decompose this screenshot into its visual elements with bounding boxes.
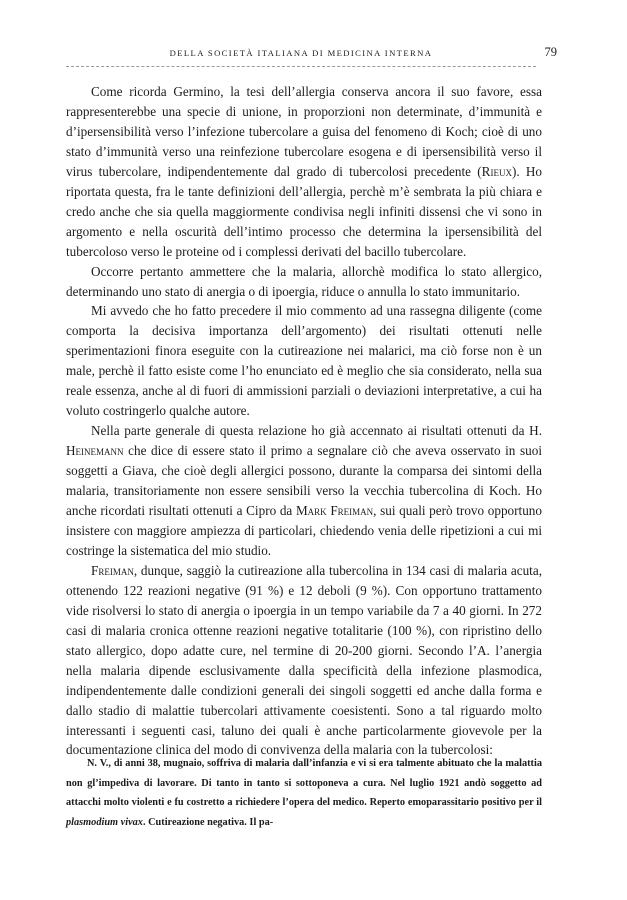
paragraph-text: che dice di essere stato il primo a segnalare ciò che aveva osservato in suoi soggetti a Giava, che cioè degli allergici possono, durante la comparsa dei sintomi della malaria, transitoriamente non essere sensibili verso la vecchia tubercolina di Koch. Ho anche ricordati risultati ottenuti a Cipro da <box>66 443 542 519</box>
running-head: DELLA SOCIETÀ ITALIANA DI MEDICINA INTERNA <box>169 48 433 58</box>
author-name: Heinemann <box>66 443 124 459</box>
paragraph-commentary: Mi avvedo che ho fatto precedere il mio commento ad una rassegna diligente (come comporta la decisiva importanza dell’argomento) dei risultati ottenuti nelle sperimentazioni finora eseguite con la cutireazione nei malarici, ma ciò forse non è un male, perchè il fatto esiste come l’ho enunciato ed è meglio che sia considerato, nella sua reale essenza, anche al di fuori di ammissioni parziali o deviazioni interpretative, a cui ha voluto costringerlo qualche autore. <box>66 303 542 419</box>
case-note <box>66 754 542 832</box>
main-text <box>66 82 542 760</box>
paragraph-freiman-study <box>66 561 542 761</box>
case-note-paragraph <box>66 754 542 832</box>
case-note-text: N. V., di anni 38, mugnaio, soffriva di malaria dall’infanzia e vi si era talmente abituato che la malattia non gl’impediva di lavorare. Di tanto in tanto si sottoponeva a cura. Nel luglio 1921 andò soggetto ad attacchi molto violenti e fu costretto a richiedere l’opera del medico. Reperto emoparassitario positivo per il <box>66 758 542 808</box>
paragraph-text: ). Ho riportata questa, fra le tante definizioni dell’allergia, perchè m’è sembrata la più chiara e credo anche che sia quella maggiormente condivisa negli infiniti dissensi che vi sono in argomento e nella oscurità dell’intimo processo che determina la ipersensibilità del tubercoloso verso le proteine od i complessi derivati del bacillo tubercolare. <box>66 163 542 259</box>
paragraph-text: Come ricorda Germino, la tesi dell’allergia conserva ancora il suo favore, essa rappresenterebbe una specie di unione, in proporzioni non determinate, d’immunità e d’ipersensibilità verso l’infezione tubercolare a guisa del fenomeno di Koch; cioè di uno stato d’immunità verso una reinfezione tubercolare esogena e di ipersensibilità verso il virus tubercolare, indipendentemente dal grado di tubercolosi precedente ( <box>66 84 542 179</box>
paragraph-text: , sui quali però trovo opportuno insistere con maggiore ampiezza di particolari, chiedendo venia delle ripetizioni a cui mi costringe la sistematica del mio studio. <box>66 503 542 558</box>
author-name: Mark Freiman <box>295 503 374 519</box>
species-name: plasmodium vivax <box>66 816 143 828</box>
paragraph-text: , dunque, saggiò la cutireazione alla tubercolina in 134 casi di malaria acuta, ottenendo 122 reazioni negative (91 %) e 12 deboli (9 %). Con opportuno trattamento vide risolversi lo stato di anergia o ipoergia in un tempo variabile da 7 a 40 giorni. In 272 casi di malaria cronica ottenne reazioni negative totalitarie (100 %), con ripristino dello stato allergico, dopo adatte cure, nel termine di 20-200 giorni. Secondo l’A. l’anergia nella malaria dipende esclusivamente dalla specificità della infezione plasmodica, indipendentemente dalle condizioni generali dei singoli soggetti ed anche dalla forma e dallo stadio di malattie tubercolari attivamente coesistenti. Sono a tal riguardo molto interessanti i seguenti casi, taluno dei quali è anche particolarmente giovevole per la documentazione clinica del modo di convivenza della malaria con la tubercolosi: <box>66 562 542 758</box>
paragraph-prior-results <box>66 421 542 561</box>
author-name: Rieux <box>481 163 512 179</box>
paragraph-text: Nella parte generale di questa relazione ho già accennato ai risultati ottenuti da H. <box>91 423 542 439</box>
header-divider <box>66 66 536 67</box>
paragraph-malaria-allergy: Occorre pertanto ammettere che la malaria, allorchè modifica lo stato allergico, determinando uno stato di anergia o di ipoergia, riduce o annulla lo stato immunitario. <box>66 263 542 299</box>
case-note-text: . Cutireazione negativa. Il pa- <box>142 816 274 828</box>
page-number: 79 <box>544 45 557 59</box>
author-name: Freiman <box>91 562 134 578</box>
paragraph-allergy-definition <box>66 82 542 262</box>
